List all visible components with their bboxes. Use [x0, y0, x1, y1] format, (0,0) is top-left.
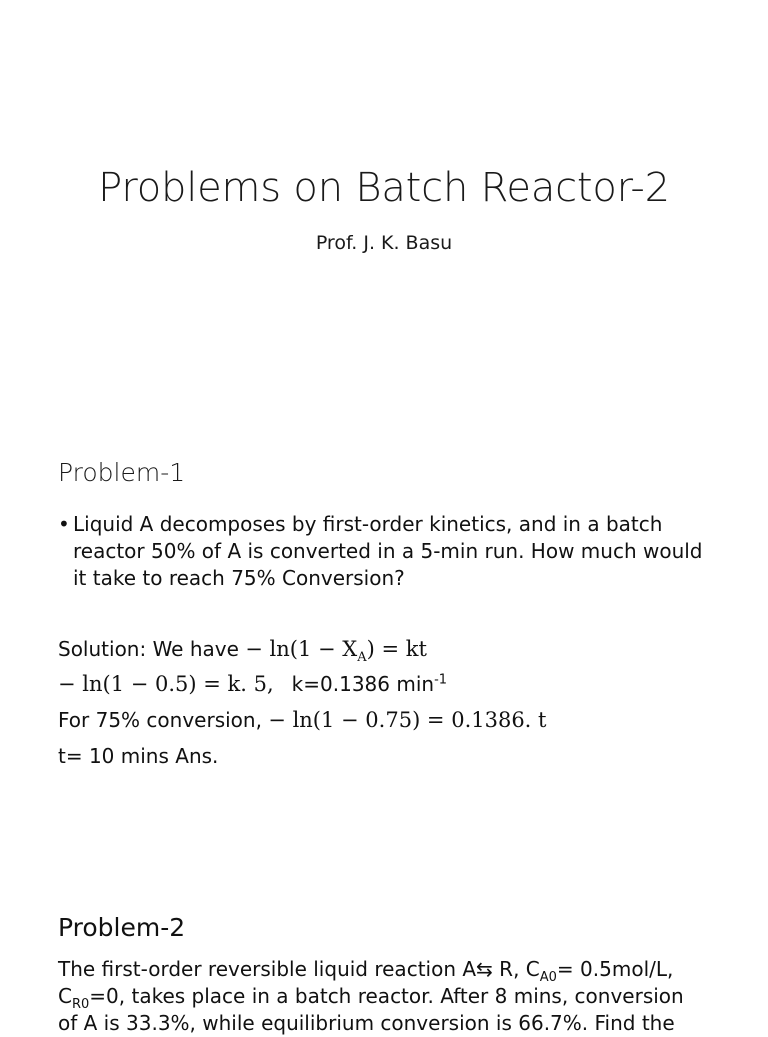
- step-equation: − ln(1 − 0.5) = k. 5,: [58, 672, 274, 696]
- reversible-arrow-icon: ⇆: [476, 957, 493, 981]
- conversion-label: For 75% conversion,: [58, 708, 269, 732]
- solution-label: Solution: We have: [58, 637, 246, 661]
- problem-1-heading: Problem-1: [58, 458, 186, 487]
- slide-title: Problems on Batch Reactor-2: [98, 165, 670, 211]
- problem-2-heading: Problem-2: [58, 913, 186, 942]
- problem-2-line-1: The first-order reversible liquid reaction A⇆ R, $C_{A0}= 0.5mol/L$,: [58, 957, 674, 985]
- k-value: k=0.1386 $\min^{-1}$: [291, 672, 448, 696]
- problem-1-statement: [58, 511, 718, 592]
- solution-line: [58, 636, 427, 666]
- problem-2-line-3: of A is 33.3%, while equilibrium conversion is 66.7%. Find the: [58, 1011, 675, 1035]
- slide-subtitle: Prof. J. K. Basu: [315, 232, 453, 254]
- answer-line: t= 10 mins Ans.: [58, 744, 219, 768]
- bullet-icon: •: [58, 512, 70, 536]
- problem-2-line-2: $C_{R0}=0$, takes place in a batch reactor. After 8 mins, conversion: [58, 984, 684, 1012]
- conversion-line: [58, 707, 546, 733]
- problem-1-text: Liquid A decomposes by first-order kinetics, and in a batch reactor 50% of A is converted in a 5-min run. How much would it take to reach 75% Conversion?: [73, 512, 703, 590]
- solution-equation: − $\ln(1 - X_A)$ = kt: [245, 637, 427, 666]
- conversion-equation: − ln(1 − 0.75) = 0.1386. t: [268, 708, 547, 732]
- step-line: [58, 671, 447, 697]
